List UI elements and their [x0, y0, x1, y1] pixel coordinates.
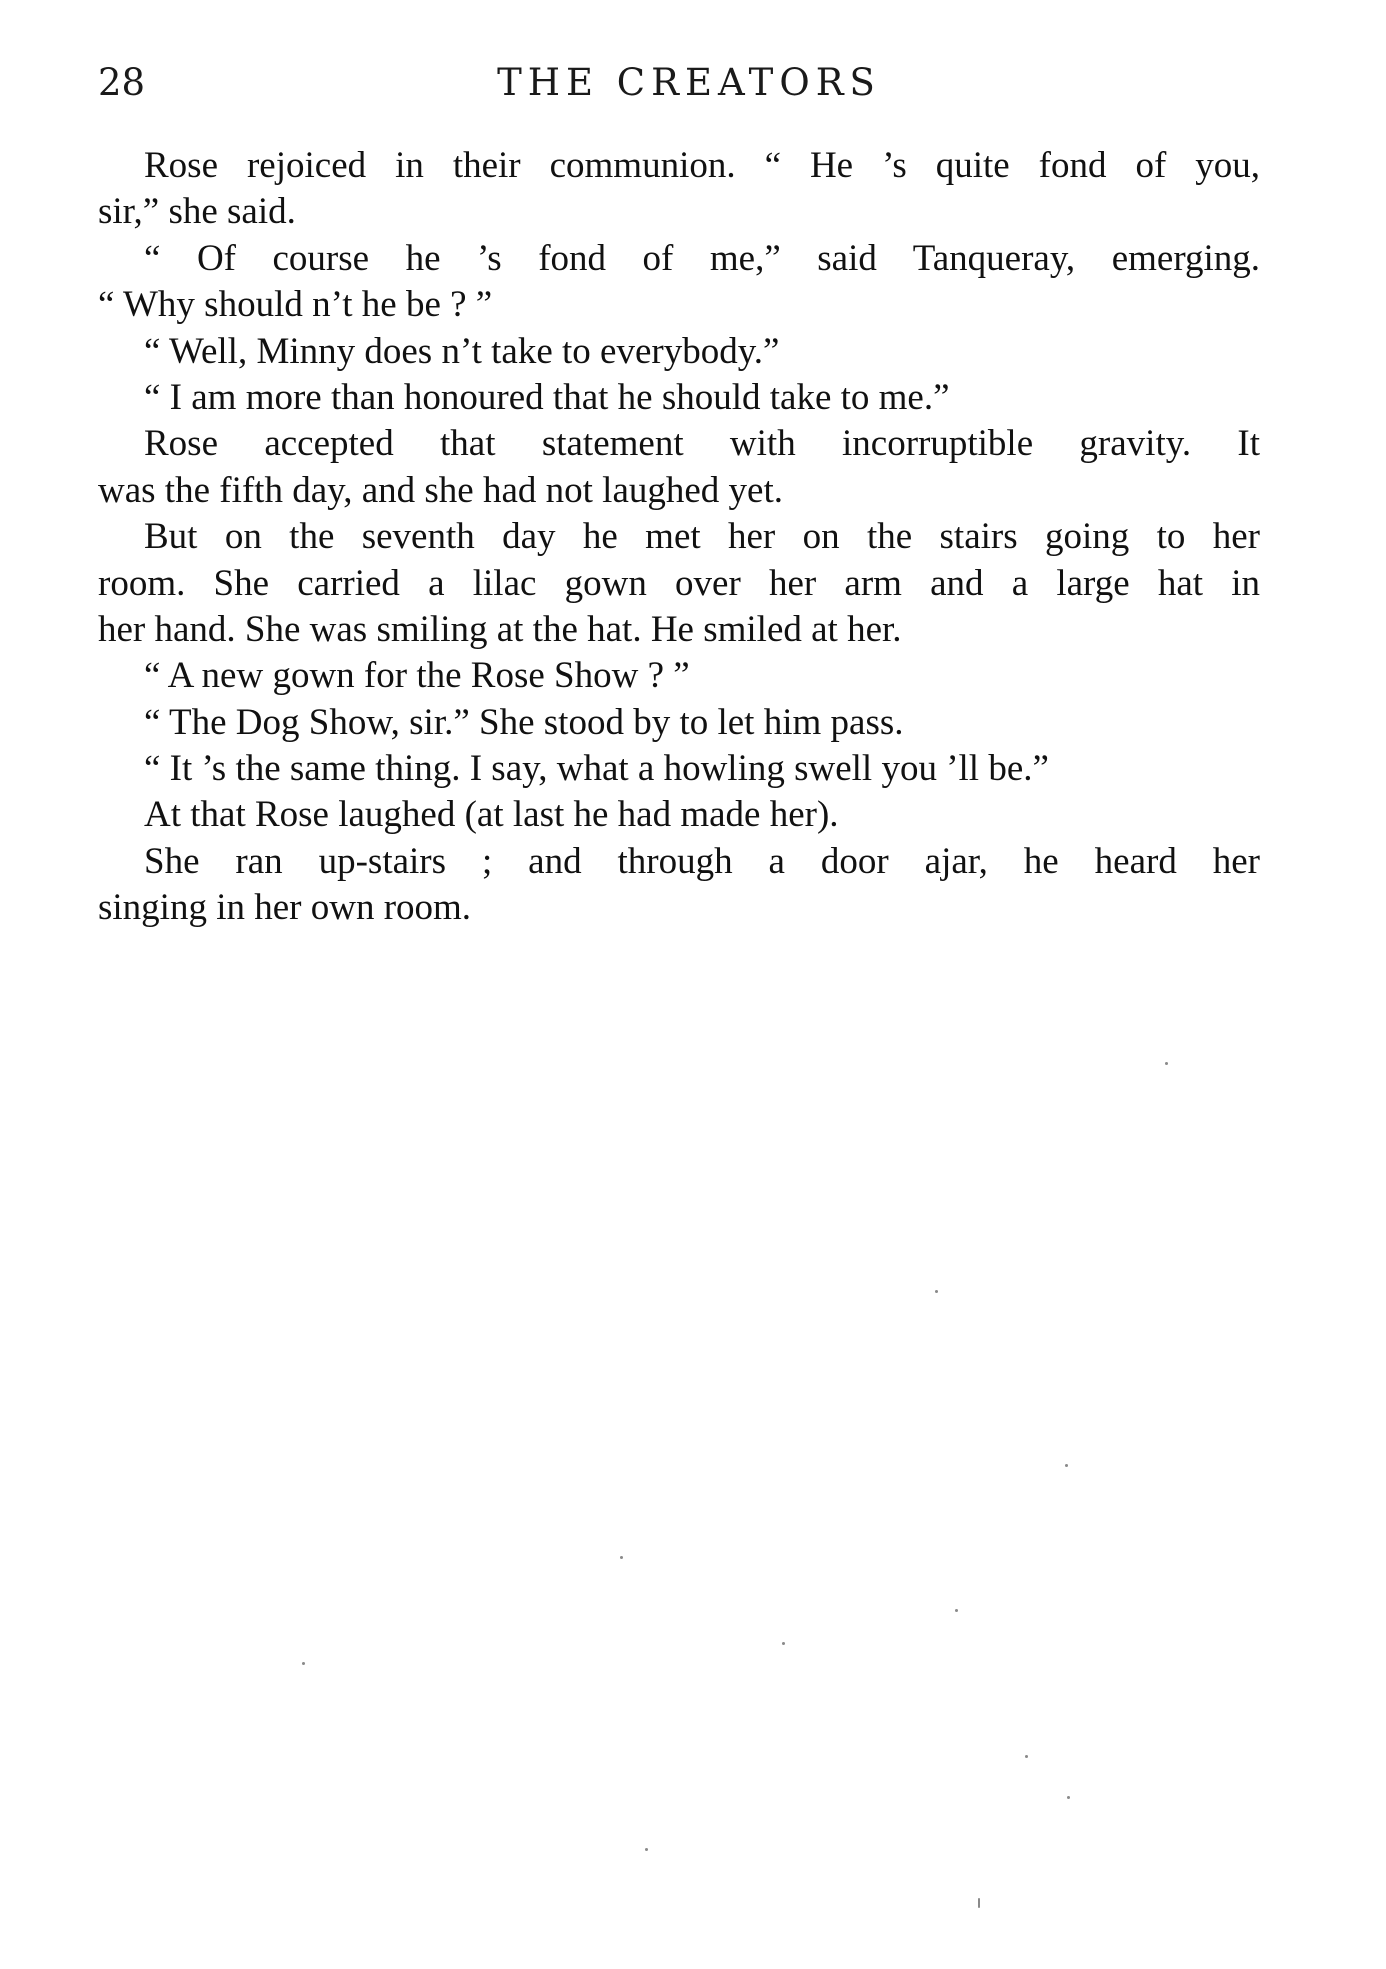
text-line: “ Of course he ’s fond of me,” said Tanqueray, emerging.: [144, 237, 1260, 279]
paper-speck: [645, 1848, 648, 1851]
running-title: THE CREATORS: [497, 61, 881, 104]
body-text: [98, 143, 1260, 932]
text-line: Rose rejoiced in their communion. “ He ’s quite fond of you,: [144, 145, 1260, 186]
paper-speck: [302, 1662, 305, 1665]
running-header: [98, 58, 1260, 108]
text-line: “ A new gown for the Rose Show ? ”: [144, 655, 690, 697]
paper-speck: [1025, 1755, 1028, 1758]
paper-speck: [978, 1898, 980, 1908]
text-line: singing in her own room.: [98, 887, 472, 929]
text-line: her hand. She was smiling at the hat. He smiled at her.: [98, 608, 902, 650]
text-line: “ Why should n’t he be ? ”: [98, 284, 493, 326]
text-line: was the fifth day, and she had not laughed yet.: [98, 469, 783, 511]
text-line: “ The Dog Show, sir.” She stood by to let him pass.: [144, 701, 904, 743]
text-line: At that Rose laughed (at last he had made her).: [144, 794, 839, 836]
text-line: Rose accepted that statement with incorruptible gravity. It: [144, 423, 1260, 465]
text-line: sir,” she said.: [98, 191, 296, 233]
text-line: But on the seventh day he met her on the stairs going to her: [144, 516, 1260, 558]
paper-speck: [1065, 1464, 1068, 1467]
page-number: 28: [98, 61, 146, 104]
text-line: “ It ’s the same thing. I say, what a howling swell you ’ll be.”: [144, 748, 1049, 790]
paper-speck: [1165, 1062, 1168, 1065]
paper-speck: [935, 1290, 938, 1293]
text-line: She ran up-stairs ; and through a door ajar, he heard her: [144, 840, 1260, 882]
text-line: “ I am more than honoured that he should take to me.”: [144, 376, 950, 418]
paper-speck: [782, 1642, 785, 1645]
paper-speck: [620, 1556, 623, 1559]
paper-speck: [955, 1609, 958, 1612]
text-line: “ Well, Minny does n’t take to everybody.”: [144, 330, 780, 372]
text-line: room. She carried a lilac gown over her arm and a large hat in: [98, 562, 1260, 604]
paper-speck: [1067, 1796, 1070, 1799]
